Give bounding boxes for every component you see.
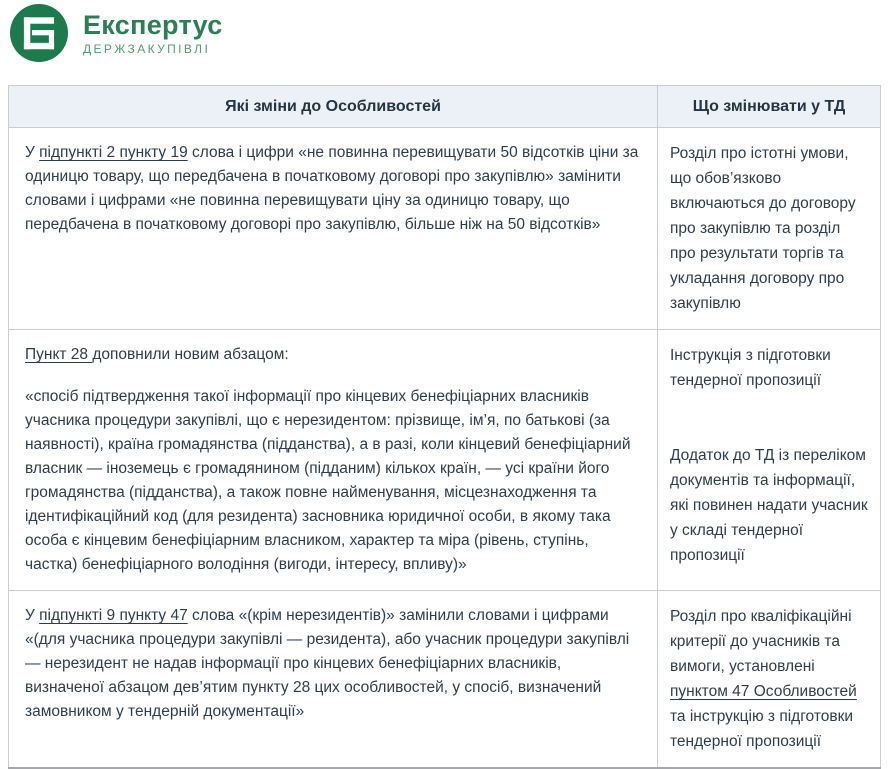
text-segment: доповнили новим абзацом: (92, 346, 289, 363)
header-what-to-change-td: Що змінювати у ТД (658, 86, 881, 128)
inline-link[interactable]: Пункт 28 (25, 346, 93, 363)
table-header-row (9, 86, 881, 128)
paragraph (670, 141, 868, 316)
paragraph (670, 443, 868, 568)
text-segment: У (25, 144, 40, 161)
cell-td-2 (658, 330, 881, 591)
cell-changes-1 (9, 128, 658, 330)
changes-table (8, 85, 881, 769)
text-segment: У (25, 607, 40, 624)
text-segment: слова «(крім нерезидентів)» замінили словами і цифрами «(для учасника процедури закупівлі — резидента), або учасник процедури закупівлі — нерезидент не надав інформації про кінцевих бенефіціарних власників, визначеної абзацом дев’ятим пункту 28 цих особливостей, у спосіб, визначений замовником у тендерній документації» (25, 607, 630, 720)
paragraph (670, 604, 868, 754)
cell-changes-2 (9, 330, 658, 591)
brand-name: Експертус (83, 10, 223, 40)
brand-subtitle: ДЕРЖЗАКУПІВЛІ (83, 42, 211, 56)
cell-changes-3 (9, 591, 658, 769)
text-segment: «спосіб підтвердження такої інформації про кінцевих бенефіціарних власників учасника процедури закупівлі, що є нерезидентом: прізвище, ім’я, по батькові (за наявності), країна громадянства (підданства), а в разі, коли кінцевий бенефіціарний власник — іноземець є громадянином (підданим) кількох країн, — усі країни його громадянства (підданства), а також повне найменування, місцезнаходження та ідентифікаційний код (для резидента) засновника юридичної особи, в якому така особа є кінцевим бенефіціарним власником, характер та міра (рівень, ступінь, частка) бенефіціарного володіння (вигоди, інтересу, впливу)» (25, 388, 631, 573)
text-segment: слова і цифри «не повинна перевищувати 50 відсотків ціни за одиницю товару, що передбачена в початковому договорі про закупівлю» замінити словами і цифрами «не повинна перевищувати ціну за одиницю товару, що передбачена в початковому договорі про закупівлю, більше ніж на 50 відсотків» (25, 144, 639, 233)
paragraph (670, 343, 868, 393)
header-changes-to-features: Які зміни до Особливостей (9, 86, 658, 128)
inline-link[interactable]: пунктом 47 Особливостей (670, 683, 857, 700)
paragraph (25, 604, 641, 724)
cell-td-1 (658, 128, 881, 330)
cell-td-3 (658, 591, 881, 769)
expertus-logo-icon (10, 4, 68, 62)
paragraph (25, 385, 641, 577)
text-segment: Додаток до ТД із переліком документів та інформації, які повинен надати учасник у складі тендерної пропозиції (670, 447, 868, 564)
paragraph (25, 141, 641, 237)
table-row (9, 128, 881, 330)
inline-link[interactable]: підпункті 2 пункту 19 (39, 144, 188, 161)
text-segment: Інструкція з підготовки тендерної пропозиції (670, 347, 831, 389)
text-segment: Розділ про кваліфікаційні критерії до учасників та вимоги, установлені (670, 608, 852, 675)
paragraph (25, 343, 641, 367)
brand-logo (10, 4, 223, 62)
table-row (9, 330, 881, 591)
text-segment: та інструкцію з підготовки тендерної пропозиції (670, 708, 854, 750)
table-row (9, 591, 881, 769)
brand-text (83, 10, 223, 56)
inline-link[interactable]: підпункті 9 пункту 47 (39, 607, 188, 624)
text-segment: Розділ про істотні умови, що обов’язково включаються до договору про закупівлю та розділ про результати торгів та укладання договору про закупівлю (670, 145, 856, 312)
